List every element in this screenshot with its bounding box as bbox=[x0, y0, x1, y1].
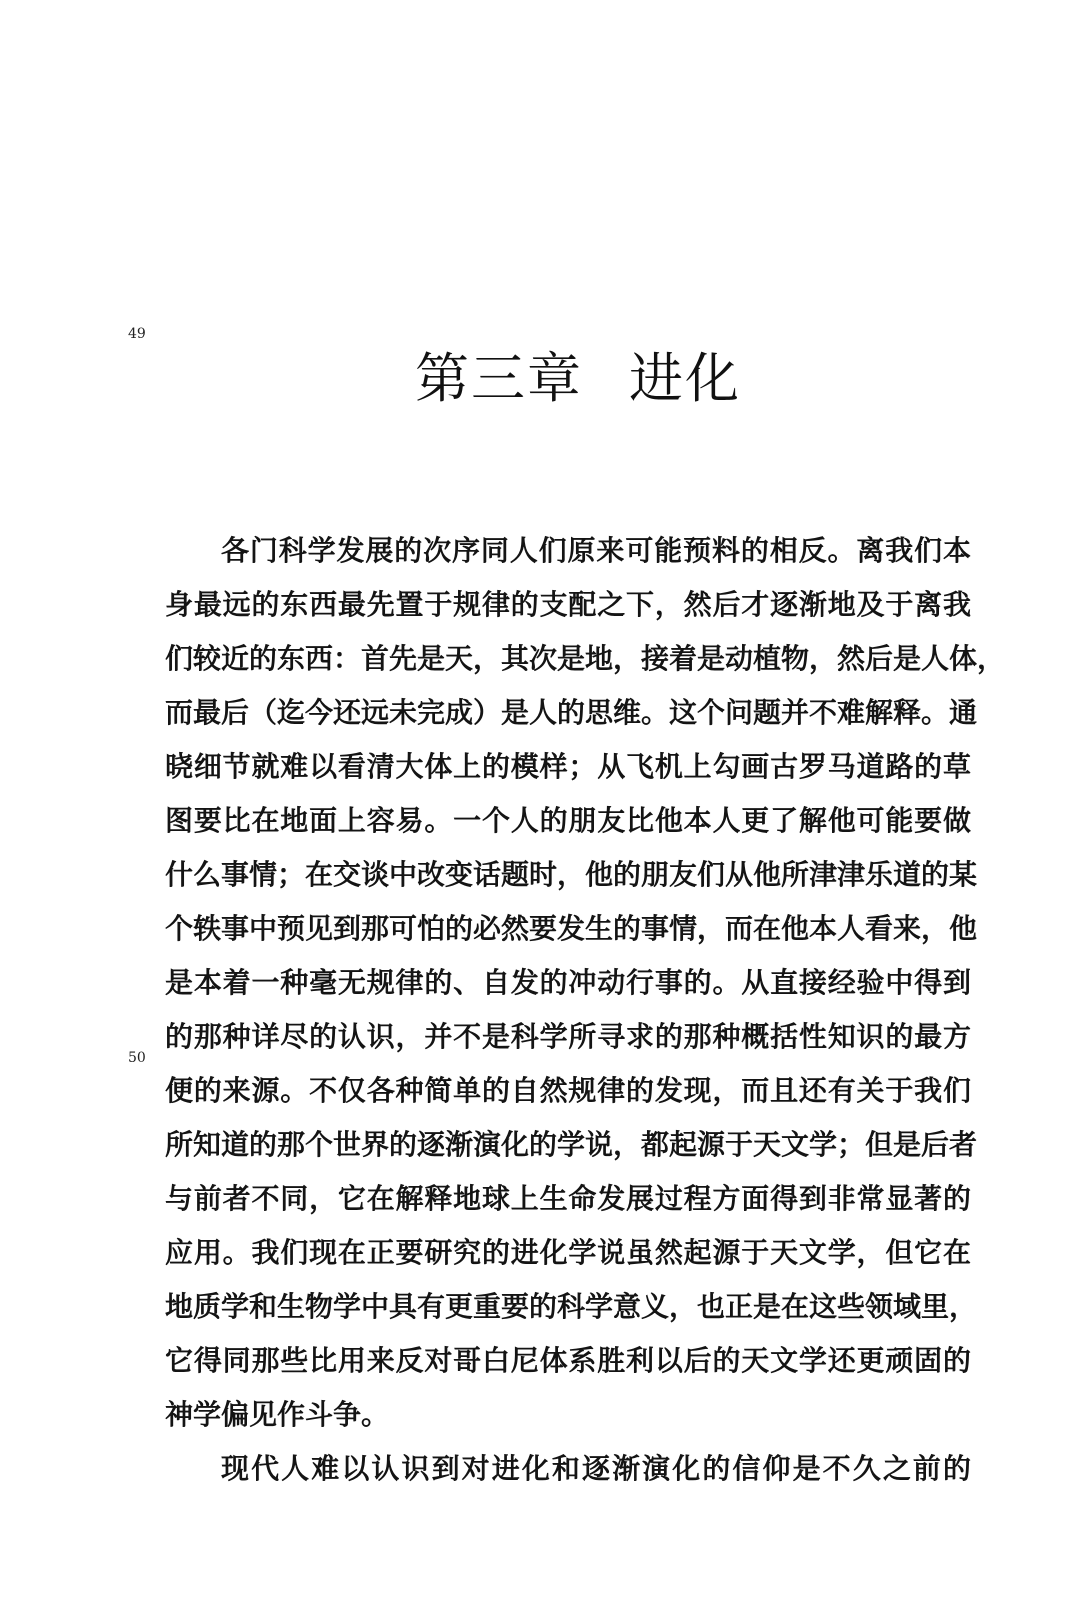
text-line: 身最远的东西最先置于规律的支配之下，然后才逐渐地及于离我 bbox=[165, 588, 971, 621]
text-line: 晓细节就难以看清大体上的模样；从飞机上勾画古罗马道路的草 bbox=[165, 750, 971, 783]
text-line: 是本着一种毫无规律的、自发的冲动行事的。从直接经验中得到 bbox=[165, 966, 971, 999]
text-line: 神学偏见作斗争。 bbox=[165, 1398, 390, 1431]
text-line: 而最后（迄今还远未完成）是人的思维。这个问题并不难解释。通 bbox=[165, 696, 978, 729]
chapter-heading bbox=[415, 336, 741, 413]
text-line: 它得同那些比用来反对哥白尼体系胜利以后的天文学还更顽固的 bbox=[165, 1344, 971, 1377]
text-line: 地质学和生物学中具有更重要的科学意义，也正是在这些领域里， bbox=[165, 1290, 978, 1323]
page-margin-number: 49 bbox=[128, 326, 146, 342]
text-line: 的那种详尽的认识，并不是科学所寻求的那种概括性知识的最方 bbox=[165, 1020, 971, 1053]
text-line: 图要比在地面上容易。一个人的朋友比他本人更了解他可能要做 bbox=[165, 804, 971, 837]
text-line: 各门科学发展的次序同人们原来可能预料的相反。离我们本 bbox=[221, 534, 971, 567]
text-line: 现代人难以认识到对进化和逐渐演化的信仰是不久之前的 bbox=[221, 1452, 971, 1485]
page-margin-number: 50 bbox=[128, 1050, 146, 1066]
chapter-number: 第三章 bbox=[415, 347, 583, 411]
text-line: 应用。我们现在正要研究的进化学说虽然起源于天文学，但它在 bbox=[165, 1236, 971, 1269]
text-line: 什么事情；在交谈中改变话题时，他的朋友们从他所津津乐道的某 bbox=[165, 858, 978, 891]
text-line: 便的来源。不仅各种简单的自然规律的发现，而且还有关于我们 bbox=[165, 1074, 971, 1107]
chapter-title: 进化 bbox=[629, 347, 741, 411]
text-line: 与前者不同，它在解释地球上生命发展过程方面得到非常显著的 bbox=[165, 1182, 971, 1215]
text-line: 们较近的东西：首先是天，其次是地，接着是动植物，然后是人体， bbox=[165, 642, 1006, 675]
text-line: 所知道的那个世界的逐渐演化的学说，都起源于天文学；但是后者 bbox=[165, 1128, 978, 1161]
text-line: 个轶事中预见到那可怕的必然要发生的事情，而在他本人看来，他 bbox=[165, 912, 978, 945]
